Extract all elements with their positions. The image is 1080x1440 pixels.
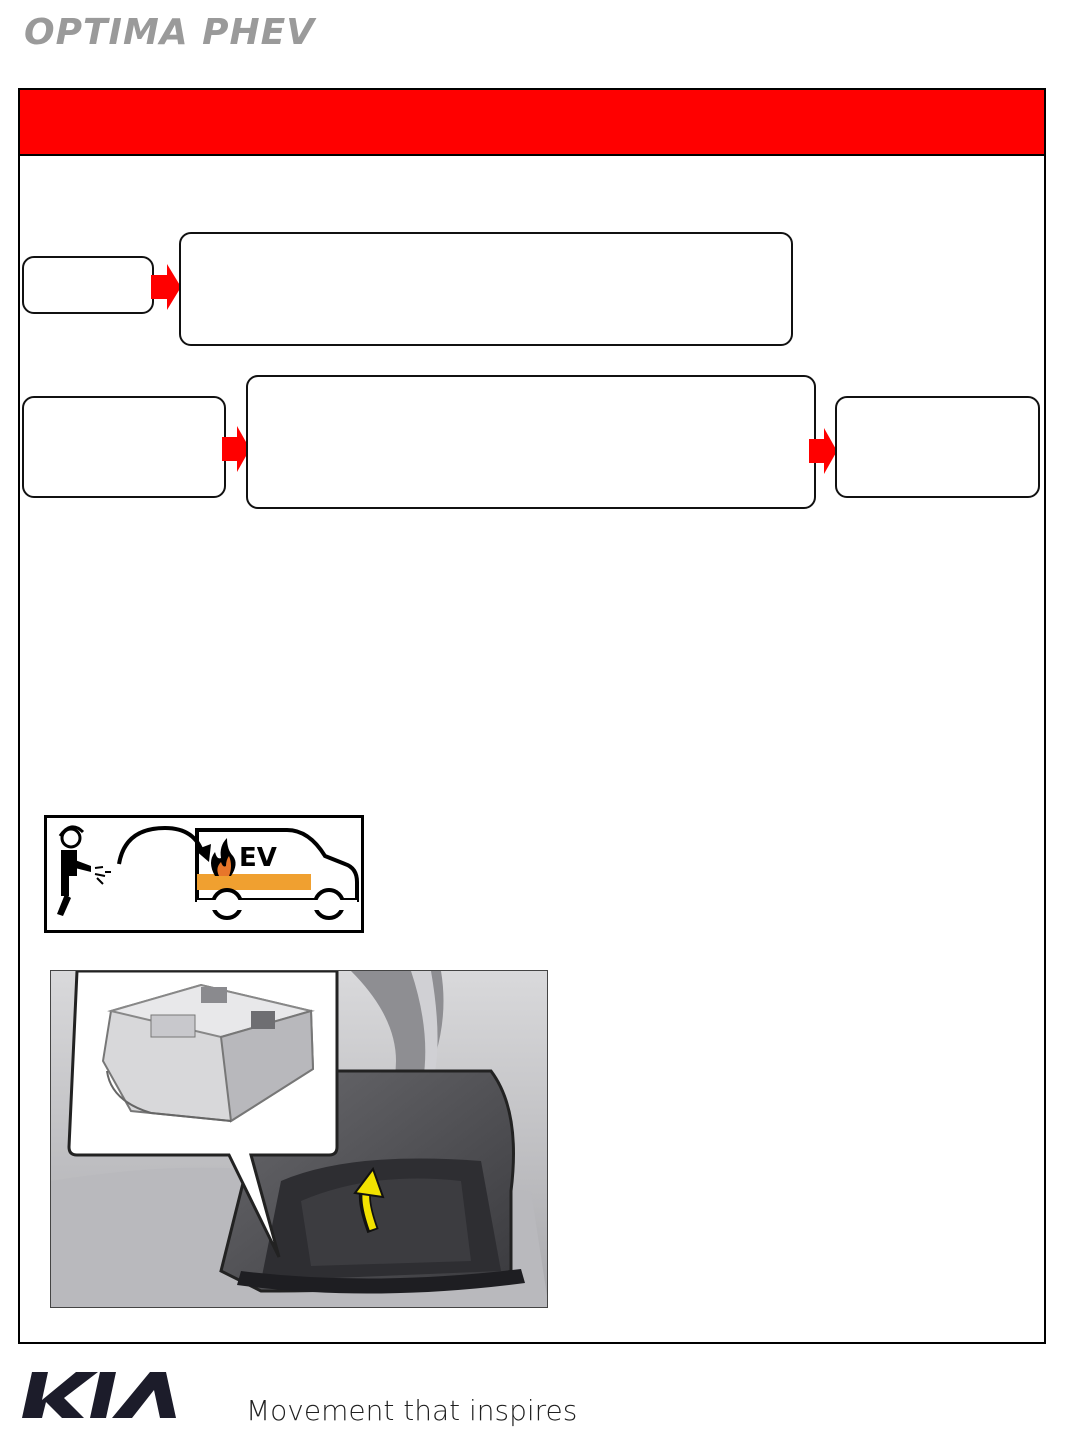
trunk-battery-photo bbox=[50, 970, 548, 1308]
flow-box-2 bbox=[179, 232, 793, 346]
model-title: OPTIMA PHEV bbox=[24, 12, 316, 53]
content-frame bbox=[18, 88, 1046, 1344]
arrow-right-icon bbox=[151, 264, 181, 310]
trunk-illustration bbox=[51, 971, 548, 1308]
section-header-bar bbox=[20, 90, 1044, 156]
brand-tagline: Movement that inspires bbox=[246, 1394, 578, 1427]
flow-box-3 bbox=[22, 396, 226, 498]
flow-box-4 bbox=[246, 375, 816, 509]
ev-fire-warning-icon bbox=[44, 815, 364, 933]
arrow-right-icon bbox=[809, 428, 837, 474]
footer bbox=[18, 1370, 618, 1430]
flow-box-5 bbox=[835, 396, 1040, 498]
kia-logo bbox=[18, 1370, 218, 1422]
ev-label: EV bbox=[239, 843, 277, 873]
fire-icon bbox=[211, 838, 236, 876]
flow-box-1 bbox=[22, 256, 154, 314]
firefighter-icon bbox=[57, 827, 111, 916]
ev-fire-illustration bbox=[47, 818, 361, 930]
